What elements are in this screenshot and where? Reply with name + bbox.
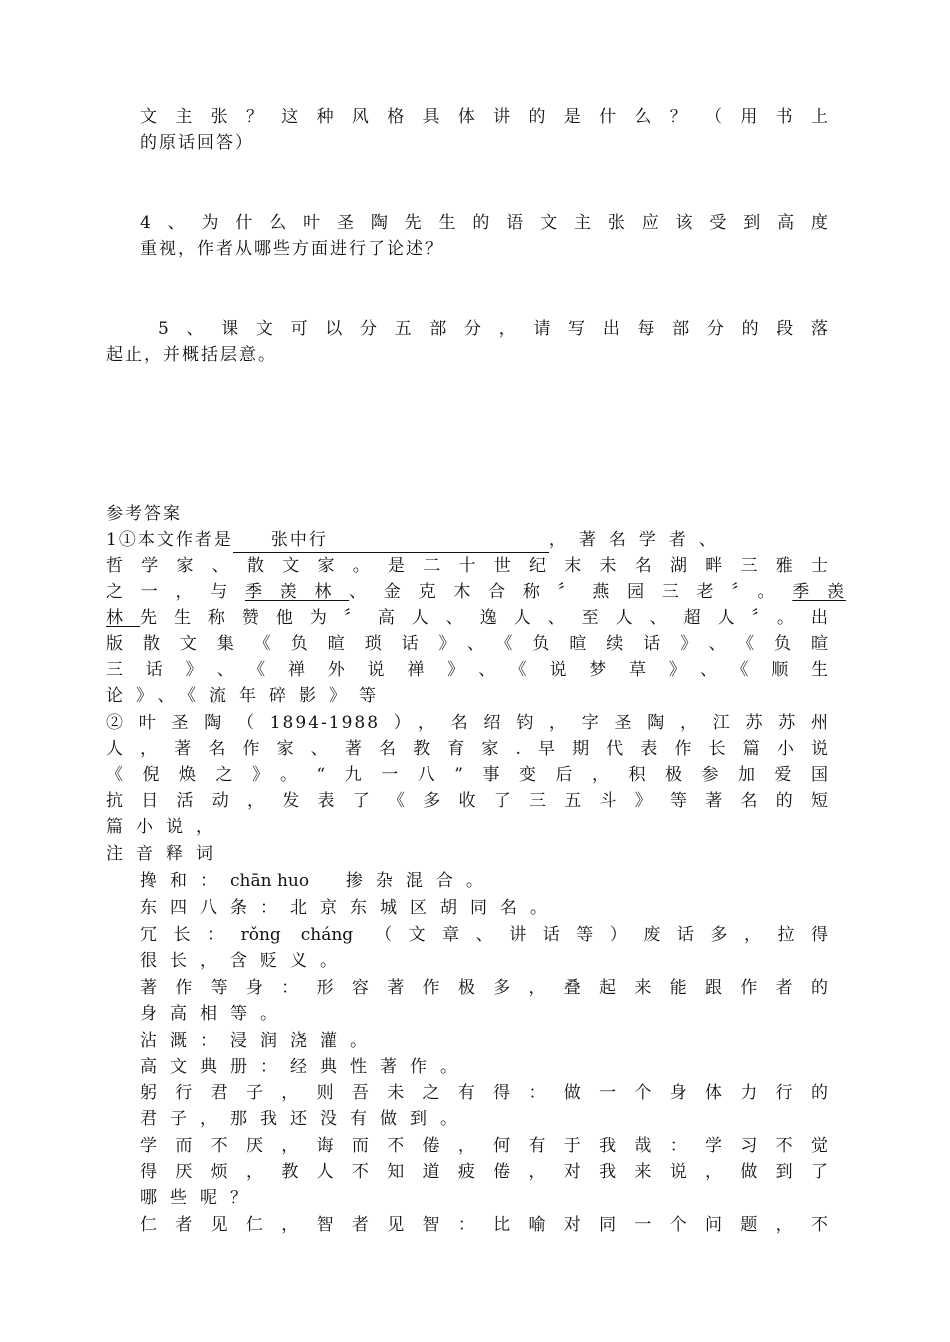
question-5-line-2: 起止，并概括层意。 <box>106 345 277 365</box>
vocab-item-8-line-2: 得厌烦，教人不知道疲倦，对我来说，做到了 <box>140 1162 830 1182</box>
question-4-line-2: 重视，作者从哪些方面进行了论述？ <box>140 239 444 259</box>
ji-xianlin-name-1: 季羡林 <box>244 582 350 602</box>
vocab-3-word: 冗长： <box>140 925 241 945</box>
vocab-item-7-line-2: 君子，那我还没有做到。 <box>140 1109 470 1129</box>
vocab-title: 注音释词 <box>106 844 226 864</box>
answer-2-line-3: 《倪焕之》。“九一八”事变后，积极参加爱国 <box>106 765 830 785</box>
answer-1-line-3-pre: 之一，与 <box>106 582 245 602</box>
question-3-line-2: 的原话回答） <box>140 133 254 153</box>
vocab-item-1 <box>140 869 496 893</box>
vocab-item-3 <box>140 923 830 947</box>
answer-1-line-6: 三话》、《禅外说禅》、《说梦草》、《顺生 <box>106 660 830 680</box>
answer-1-line-2: 哲学家、散文家。是二十世纪末未名湖畔三雅士 <box>106 556 830 576</box>
vocab-item-8-line-1: 学而不厌，诲而不倦，何有于我哉：学习不觉 <box>140 1136 830 1156</box>
answer-1-line-4 <box>106 606 830 630</box>
vocab-item-4-line-1: 著作等身：形容著作极多，叠起来能跟作者的 <box>140 978 830 998</box>
answer-2-line-2: 人，著名作家、著名教育家.早期代表作长篇小说 <box>106 739 830 759</box>
question-3-line-1: 文主张？这种风格具体讲的是什么？（用书上 <box>140 107 830 127</box>
vocab-item-3-line-2: 很长，含贬义。 <box>140 951 350 971</box>
question-4-line-1: 4、为什么叶圣陶先生的语文主张应该受到高度 <box>140 213 830 233</box>
vocab-item-7-line-1: 躬行君子，则吾未之有得：做一个身体力行的 <box>140 1083 830 1103</box>
answer-1-line-7: 论》、《流年碎影》等 <box>106 686 389 706</box>
vocab-item-9-line-1: 仁者见仁，智者见智：比喻对同一个问题，不 <box>140 1215 830 1235</box>
vocab-1-definition: 掺杂混合。 <box>345 871 496 891</box>
vocab-1-word: 搀和： <box>140 871 230 891</box>
answer-1-line-1 <box>106 528 830 553</box>
answer-1-prefix: 1①本文作者是 <box>106 530 233 550</box>
vocab-item-6: 高文典册：经典性著作。 <box>140 1057 470 1077</box>
answers-title: 参考答案 <box>106 504 182 524</box>
answer-2-line-4: 抗日活动，发表了《多收了三五斗》等著名的短 <box>106 791 830 811</box>
answer-1-line-3 <box>106 580 846 604</box>
ji-xianlin-name-2b: 林 <box>106 608 140 628</box>
vocab-item-2: 东四八条：北京东城区胡同名。 <box>140 898 560 918</box>
author-blank <box>233 528 549 553</box>
answer-1-line-1-rest: ，著名学者、 <box>548 530 729 550</box>
answer-2-line-1: ②叶圣陶（1894-1988），名绍钧，字圣陶，江苏苏州 <box>106 713 830 733</box>
vocab-3-definition: （文章、讲话等）废话多，拉得 <box>375 925 831 945</box>
author-name: 张中行 <box>270 530 328 550</box>
question-5-line-1: 5、课文可以分五部分，请写出每部分的段落 <box>158 319 830 339</box>
vocab-3-pinyin: rǒng cháng <box>240 925 354 945</box>
ji-xianlin-name-2a: 季羡 <box>792 582 847 602</box>
vocab-1-pinyin: chān huo <box>230 871 310 891</box>
answer-1-line-4-rest: 先生称赞他为〞高人、逸人、至人、超人〞。出 <box>139 608 831 628</box>
answer-1-line-5: 版散文集《负暄琐话》、《负暄续话》、《负暄 <box>106 634 830 654</box>
vocab-item-4-line-2: 身高相等。 <box>140 1004 290 1024</box>
vocab-item-8-line-3: 哪些呢？ <box>140 1188 260 1208</box>
answer-1-line-3-post: 、金克木合称〞燕园三老〞。 <box>349 582 793 602</box>
answer-2-line-5: 篇小说， <box>106 817 226 837</box>
vocab-item-5: 沾溉：浸润浇灌。 <box>140 1031 380 1051</box>
